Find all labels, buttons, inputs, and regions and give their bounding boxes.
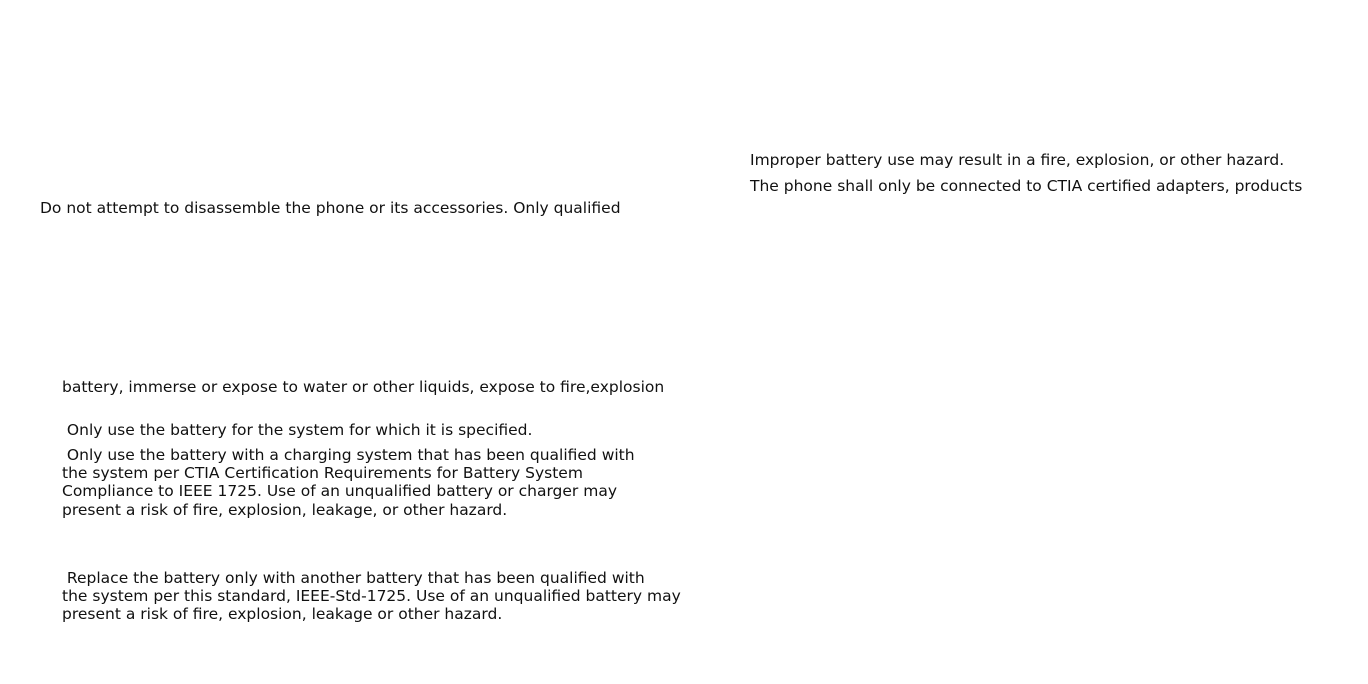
charging-line-3: Compliance to IEEE 1725. Use of an unqualified battery or charger may	[62, 482, 617, 501]
replace-battery-paragraph	[62, 569, 681, 624]
improper-battery-warning: Improper battery use may result in a fire, explosion, or other hazard.	[750, 151, 1285, 169]
disassemble-warning: Do not attempt to disassemble the phone or its accessories. Only qualified	[40, 199, 621, 217]
ctia-adapter-notice: The phone shall only be connected to CTIA certified adapters, products	[750, 177, 1303, 195]
replace-line-3: present a risk of fire, explosion, leakage or other hazard.	[62, 605, 503, 624]
charging-system-paragraph	[62, 446, 635, 519]
charging-line-2: the system per CTIA Certification Requirements for Battery System	[62, 464, 583, 483]
specified-system-notice: Only use the battery for the system for which it is specified.	[62, 421, 533, 439]
replace-line-2: the system per this standard, IEEE-Std-1725. Use of an unqualified battery may	[62, 587, 681, 606]
charging-line-4: present a risk of fire, explosion, leakage, or other hazard.	[62, 500, 508, 519]
immerse-warning: battery, immerse or expose to water or other liquids, expose to fire,explosion	[62, 378, 665, 396]
charging-line-1: Only use the battery with a charging system that has been qualified with	[62, 446, 635, 464]
replace-line-1: Replace the battery only with another battery that has been qualified with	[62, 569, 645, 587]
